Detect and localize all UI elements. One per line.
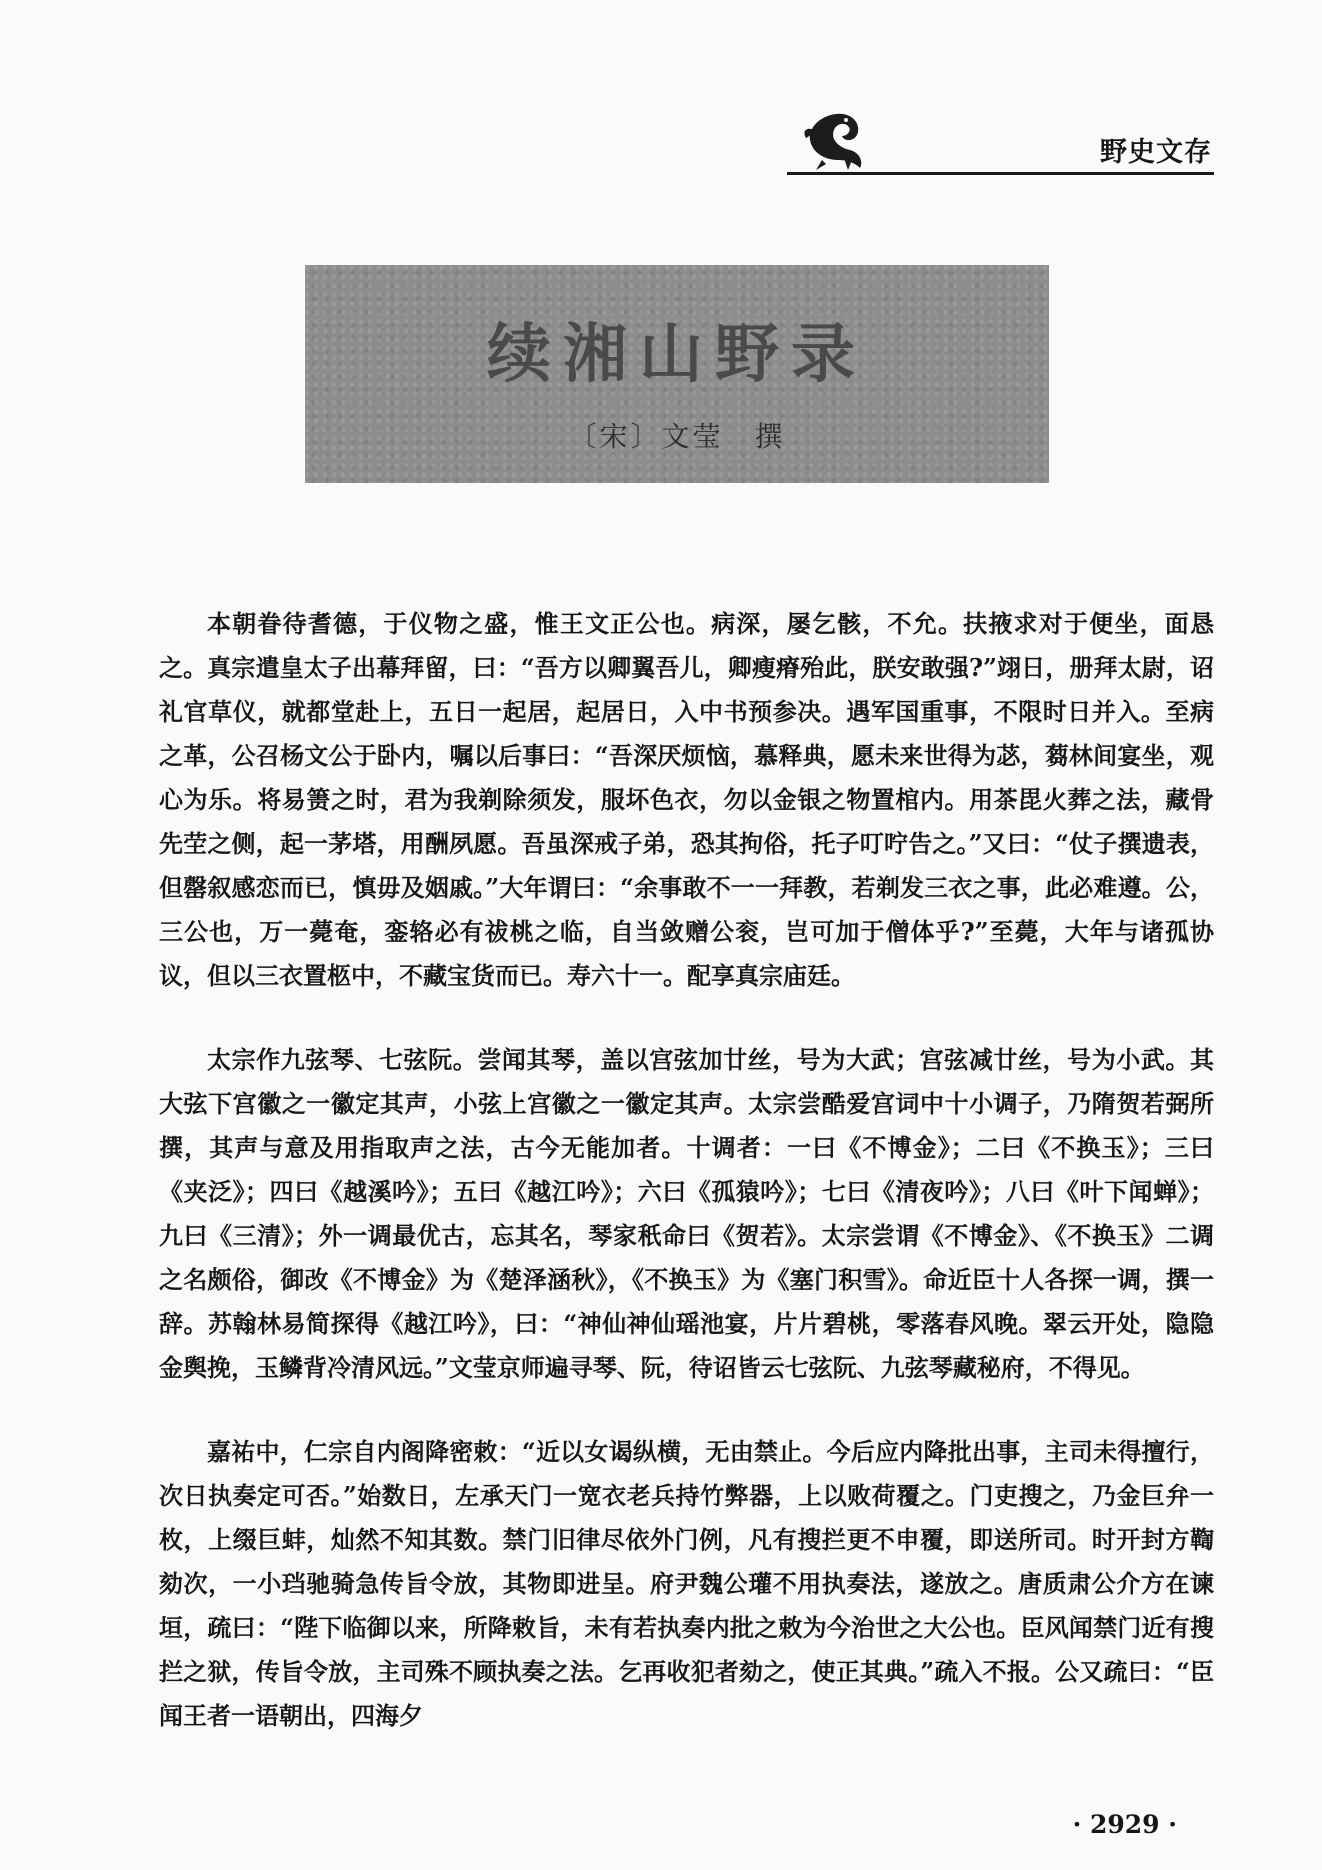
paragraph-3: 嘉祐中，仁宗自内阁降密敕：“近以女谒纵横，无由禁止。今后应内降批出事，主司未得擅行，次日执奏定可否。”始数日，左承天门一宽衣老兵持竹弊器，上以败荷覆之。门吏搜之，乃金巨弁一枚，上缀巨蚌，灿然不知其数。禁门旧律尽依外门例，凡有搜拦更不申覆，即送所司。时开封方鞫劾次，一小珰驰骑急传旨令放，其物即进呈。府尹魏公瓘不用执奏法，遂放之。唐质肃公介方在谏垣，疏曰：“陛下临御以来，所降敕旨，未有若执奏内批之敕为今治世之大公也。臣风闻禁门近有搜拦之狱，传旨令放，主司殊不顾执奏之法。乞再收犯者劾之，使正其典。”疏入不报。公又疏曰：“臣闻王者一语朝出，四海夕	[159, 1437, 1214, 1730]
paragraph-2: 太宗作九弦琴、七弦阮。尝闻其琴，盖以宫弦加廿丝，号为大武；宫弦减廿丝，号为小武。其大弦下宫徽之一徽定其声，小弦上宫徽之一徽定其声。太宗尝酷爱宫词中十小调子，乃隋贺若弼所撰，其声与意及用指取声之法，古今无能加者。十调者：一曰《不博金》；二曰《不换玉》；三曰《夹泛》；四曰《越溪吟》；五曰《越江吟》；六曰《孤猿吟》；七曰《清夜吟》；八曰《叶下闻蝉》；九曰《三清》；外一调最优古，忘其名，琴家秖命曰《贺若》。太宗尝谓《不博金》、《不换玉》二调之名颇俗，御改《不博金》为《楚泽涵秋》，《不换玉》为《塞门积雪》。命近臣十人各探一调，撰一辞。苏翰林易简探得《越江吟》，曰：“神仙神仙瑶池宴，片片碧桃，零落春风晚。翠云开处，隐隐金舆挽，玉鳞背冷清风远。”文莹京师遍寻琴、阮，待诏皆云七弦阮、九弦琴藏秘府，不得见。	[159, 1045, 1214, 1382]
header-rule	[787, 172, 1214, 175]
dragon-emblem-icon	[800, 108, 872, 172]
paragraph-1: 本朝眷待耆德，于仪物之盛，惟王文正公也。病深，屡乞骸，不允。扶掖求对于便坐，面恳之。真宗遣皇太子出幕拜留，曰：“吾方以卿翼吾儿，卿瘦瘠殆此，朕安敢强?”翊日，册拜太尉，诏礼官草仪，就都堂赴上，五日一起居，起居日，入中书预参决。遇军国重事，不限时日并入。至病之革，公召杨文公于卧内，嘱以后事曰：“吾深厌烦恼，慕释典，愿未来世得为苾，蒭林间宴坐，观心为乐。将易箦之时，君为我剃除须发，服坏色衣，勿以金银之物置棺内。用茶毘火葬之法，藏骨先茔之侧，起一茅塔，用酬夙愿。吾虽深戒子弟，恐其拘俗，托子叮咛告之。”又曰：“仗子撰遗表，但罄叙感恋而已，慎毋及姻戚。”大年谓曰：“余事敢不一一拜教，若剃发三衣之事，此必难遵。公，三公也，万一薨奄，銮辂必有祓桃之临，自当敛赠公衮，岂可加于僧体乎?”至薨，大年与诸孤协议，但以三衣置柩中，不藏宝货而已。寿六十一。配享真宗庙廷。	[159, 609, 1214, 990]
book-title: 续湘山野录	[487, 317, 867, 392]
title-block	[305, 265, 1049, 483]
section-title: 野史文存	[1100, 137, 1212, 168]
book-author: 〔宋〕文莹 撰	[568, 420, 786, 453]
page-number: · 2929 ·	[1072, 1810, 1177, 1839]
main-text	[159, 602, 1214, 1778]
